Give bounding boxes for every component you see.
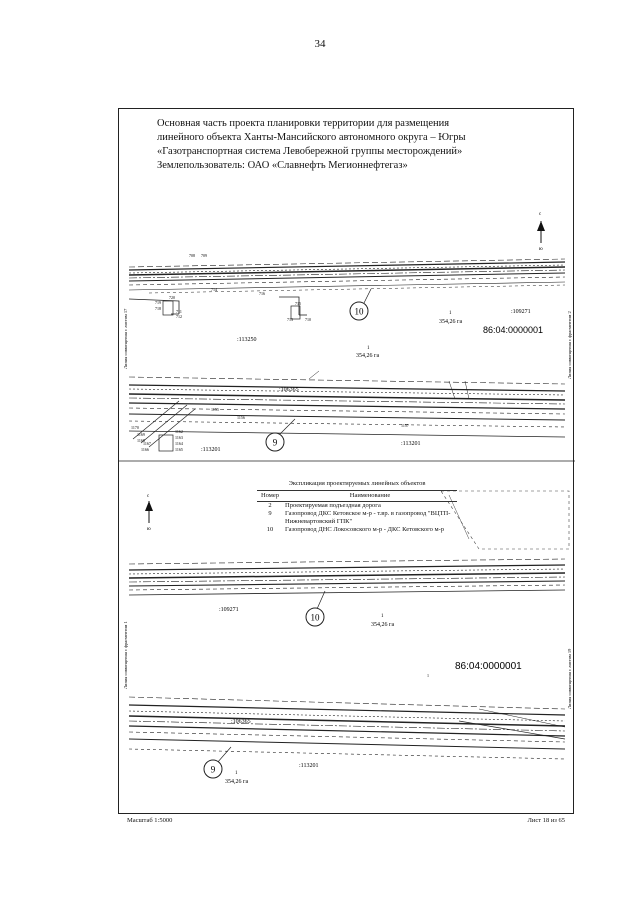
area-top: 354,26 га xyxy=(439,319,463,325)
point-1169: 1169 xyxy=(137,432,145,437)
legend-title: Экспликация проектируемых линейных объектов xyxy=(288,480,426,487)
area-mid: 354,26 га xyxy=(356,353,380,359)
corridor-band-lower xyxy=(129,559,565,595)
legend-row-num: 2 xyxy=(268,502,272,509)
parcel-109271-bottom: :109271 xyxy=(219,607,239,613)
corridor-band-middle xyxy=(129,371,565,447)
cadastral-bottom: 86:04:0000001 xyxy=(455,661,522,672)
point-1156: 1156 xyxy=(237,415,245,420)
heading-line-1: Основная часть проекта планировки территории для размещения xyxy=(157,118,450,129)
object-10-label-bottom: 10 xyxy=(310,612,320,623)
point-1162: 1162 xyxy=(175,429,183,434)
point-709: 709 xyxy=(201,253,207,258)
legend-col-name: Наименование xyxy=(283,491,457,502)
parcel-106365-bottom: :106365 xyxy=(231,719,251,725)
side-label-left-bottom: Линия совмещения с фрагментом 1 xyxy=(123,621,128,689)
sheet-number: Лист 18 из 65 xyxy=(527,817,565,824)
side-label-left-top: Линия совмещения с листом 17 xyxy=(123,308,128,369)
legend-row xyxy=(257,510,457,526)
area-bottom: 354,26 га xyxy=(371,622,395,628)
point-720: 720 xyxy=(169,295,175,300)
north-s-top: с xyxy=(539,212,542,217)
parcel-113201-bottom: :113201 xyxy=(299,763,319,769)
point-711: 711 xyxy=(176,309,182,314)
point-1166: 1166 xyxy=(141,447,149,452)
area-index-bottom: 1 xyxy=(381,614,384,619)
area-index-top: 1 xyxy=(449,311,452,316)
map-sheet xyxy=(118,108,574,824)
legend-col-num: Номер xyxy=(257,491,283,502)
point-1170: 1170 xyxy=(131,425,139,430)
north-arrow-bottom-icon xyxy=(145,501,153,523)
north-arrow-top-icon xyxy=(537,221,545,243)
legend-row-name: Газопровод ДНС Локосовского м-р - ДКС Кетовского м-р xyxy=(285,526,444,533)
point-708: 708 xyxy=(189,253,195,258)
side-label-right-bottom: Линия совмещения с листом 19 xyxy=(567,648,572,709)
parcel-113250: :113250 xyxy=(237,337,257,343)
point-1164: 1164 xyxy=(175,441,183,446)
heading-line-3: «Газотранспортная система Левобережной группы месторождений» xyxy=(157,146,463,157)
parcel-113201-left: :113201 xyxy=(201,447,221,453)
legend-table xyxy=(257,490,457,534)
legend-row-num: 10 xyxy=(266,526,274,533)
side-label-right-top: Линия совмещения с фрагментом 2 xyxy=(567,311,572,379)
legend-row xyxy=(257,502,457,511)
north-yu-bottom: ю xyxy=(147,527,151,532)
object-9-label-middle: 9 xyxy=(272,437,278,448)
point-710: 710 xyxy=(305,317,311,322)
area-index-small: 1 xyxy=(427,673,429,678)
area-index-foot: 1 xyxy=(235,771,238,776)
point-719: 719 xyxy=(155,300,161,305)
page-number: 34 xyxy=(314,38,326,50)
north-yu-top: ю xyxy=(539,247,543,252)
plan-map xyxy=(119,109,575,815)
object-9-label-bottom: 9 xyxy=(210,764,216,775)
objects-legend xyxy=(257,480,457,534)
heading-line-2: линейного объекта Ханты-Мансийского автономного округа – Югры xyxy=(157,132,466,143)
legend-row-num: 9 xyxy=(268,510,272,517)
point-714: 714 xyxy=(211,287,217,292)
parcel-106365-top: :106365 xyxy=(279,387,299,393)
legend-row-name: Проектируемая подъездная дорога xyxy=(285,502,381,509)
point-1157: 1157 xyxy=(401,423,409,428)
point-713: 713 xyxy=(287,317,293,322)
legend-row xyxy=(257,526,457,534)
legend-row-name: Газопровод ДКС Кетовское м-р - т.вр. в газопровод "ВЦТП-Нижневартовский ГПК" xyxy=(285,510,451,525)
point-1163: 1163 xyxy=(175,435,183,440)
corridor-band-bottom xyxy=(129,697,565,759)
point-716: 716 xyxy=(259,291,265,296)
legend-header-row xyxy=(257,491,457,502)
corridor-band-top xyxy=(129,259,565,315)
object-10-label-top: 10 xyxy=(354,306,364,317)
point-1168: 1168 xyxy=(137,438,145,443)
point-715: 715 xyxy=(295,301,301,306)
parcel-109271-top: :109271 xyxy=(511,309,531,315)
map-scale: Масштаб 1:5000 xyxy=(127,817,173,824)
area-index-mid: 1 xyxy=(367,346,370,351)
cadastral-top: 86:04:0000001 xyxy=(483,325,544,335)
point-712: 712 xyxy=(176,314,182,319)
area-foot: 354,26 га xyxy=(225,779,249,785)
point-1165: 1165 xyxy=(175,447,183,452)
parcel-113201-right: :113201 xyxy=(401,441,421,447)
north-s-bottom: с xyxy=(147,494,150,499)
point-1167: 1167 xyxy=(143,441,151,446)
point-1155: 1155 xyxy=(211,407,219,412)
pad-left xyxy=(163,301,173,315)
point-718: 718 xyxy=(155,306,161,311)
heading-line-4: Землепользователь: ОАО «Славнефть Мегионнефтегаз» xyxy=(157,160,408,171)
